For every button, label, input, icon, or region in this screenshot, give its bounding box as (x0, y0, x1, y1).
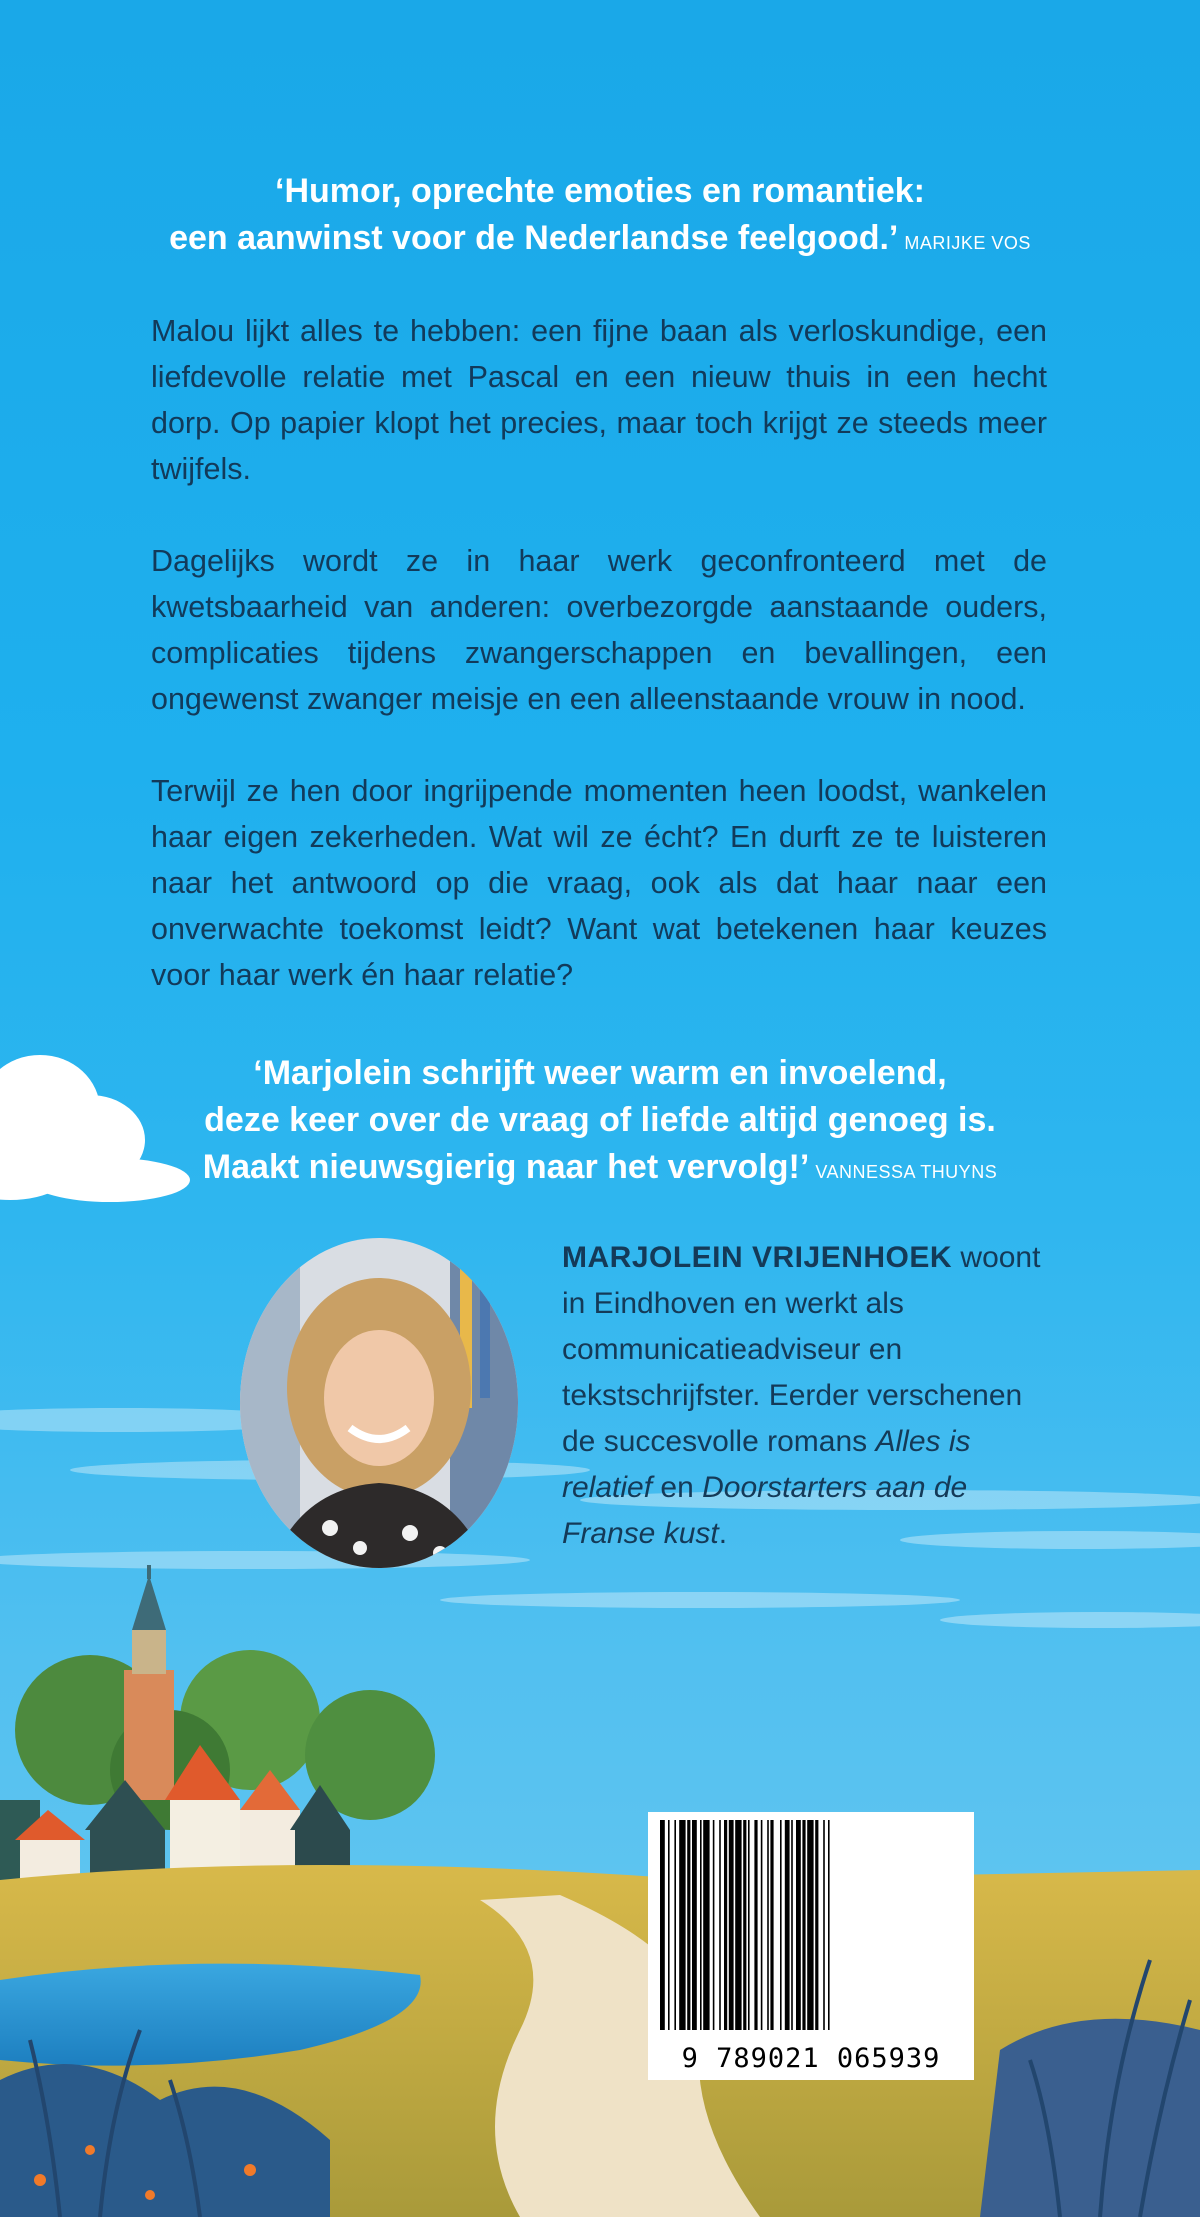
barcode-bar (785, 1820, 790, 2030)
barcode-bar (735, 1820, 741, 2030)
review-quote-top (0, 168, 1200, 267)
book-title: Alles is relatief (562, 1425, 971, 1504)
barcode-bar (802, 1820, 805, 2030)
barcode-bar (692, 1820, 697, 2030)
quote-line: deze keer over de vraag of liefde altijd genoeg is. (204, 1101, 996, 1139)
author-photo (240, 1238, 518, 1568)
isbn-barcode (648, 1812, 974, 2080)
review-quote-bottom (0, 1050, 1200, 1196)
bio-text: woont in Eindhoven en werkt als communicatieadviseur en tekstschrijfster. Eerder verschenen de succesvolle romans (562, 1241, 1041, 1458)
barcode-bar (807, 1820, 813, 2030)
isbn-number: 9 789021 065939 (681, 2043, 941, 2074)
barcode-bar (743, 1820, 746, 2030)
barcode-bar (796, 1820, 801, 2030)
barcode-bar (668, 1820, 670, 2030)
blurb-paragraph: Terwijl ze hen door ingrijpende momenten heen loodst, wankelen haar eigen zekerheden. Wat wil ze écht? En durft ze te luisteren naar het antwoord op die vraag, ook als dat haar naar een onverwachte toekomst leidt? Want wat betekenen haar keuzes voor haar werk én haar relatie? (151, 774, 1047, 992)
barcode-bar (761, 1820, 763, 2030)
bio-text: en (652, 1471, 703, 1504)
barcode-bar (815, 1820, 818, 2030)
quote-line: ‘Marjolein schrijft weer warm en invoelend, (253, 1054, 947, 1092)
barcode-bar (780, 1820, 782, 2030)
barcode-bar (700, 1820, 702, 2030)
quote-line (0, 215, 1200, 267)
barcode-bar (687, 1820, 690, 2030)
barcode-bar (823, 1820, 825, 2030)
church-tower (124, 1565, 174, 1800)
barcode-bar (729, 1820, 734, 2030)
barcode-bar (660, 1820, 665, 2030)
quote-attribution: MARIJKE VOS (904, 233, 1031, 253)
barcode-bar (674, 1820, 676, 2030)
author-bio (562, 1235, 1062, 1557)
blurb-paragraph: Dagelijks wordt ze in haar werk geconfronteerd met de kwetsbaarheid van anderen: overbezorgde aanstaande ouders, complicaties tijdens zwangerschappen en bevallingen, een ongewenst zwanger meisje en een alleenstaande vrouw in nood. (151, 544, 1047, 716)
book-title: Doorstarters aan de Franse kust (562, 1471, 968, 1550)
barcode-bar (770, 1820, 773, 2030)
book-blurb (151, 308, 1047, 1044)
barcode-bar (767, 1820, 769, 2030)
quote-line-text: Maakt nieuwsgierig naar het vervolg!’ (202, 1148, 810, 1186)
blurb-paragraph: Malou lijkt alles te hebben: een fijne baan als verloskundige, een liefdevolle relatie met Pascal en een nieuw thuis in een hecht dorp. Op papier klopt het precies, maar toch krijgt ze steeds meer twijfels. (151, 314, 1047, 486)
quote-attribution: VANNESSA THUYNS (815, 1162, 998, 1182)
quote-line (0, 1144, 1200, 1196)
quote-line: ‘Humor, oprechte emoties en romantiek: (275, 172, 925, 210)
barcode-bar (791, 1820, 793, 2030)
barcode-bars (648, 1812, 974, 2080)
barcode-bar (828, 1820, 830, 2030)
quote-line-text: een aanwinst voor de Nederlandse feelgood.’ (169, 219, 899, 257)
bio-text: . (718, 1517, 728, 1550)
barcode-bar (719, 1820, 721, 2030)
barcode-bar (703, 1820, 709, 2030)
barcode-bar (748, 1820, 750, 2030)
author-name: MARJOLEIN VRIJENHOEK (562, 1241, 953, 1274)
barcode-bar (679, 1820, 685, 2030)
barcode-bar (754, 1820, 757, 2030)
barcode-bar (713, 1820, 715, 2030)
barcode-bar (724, 1820, 727, 2030)
